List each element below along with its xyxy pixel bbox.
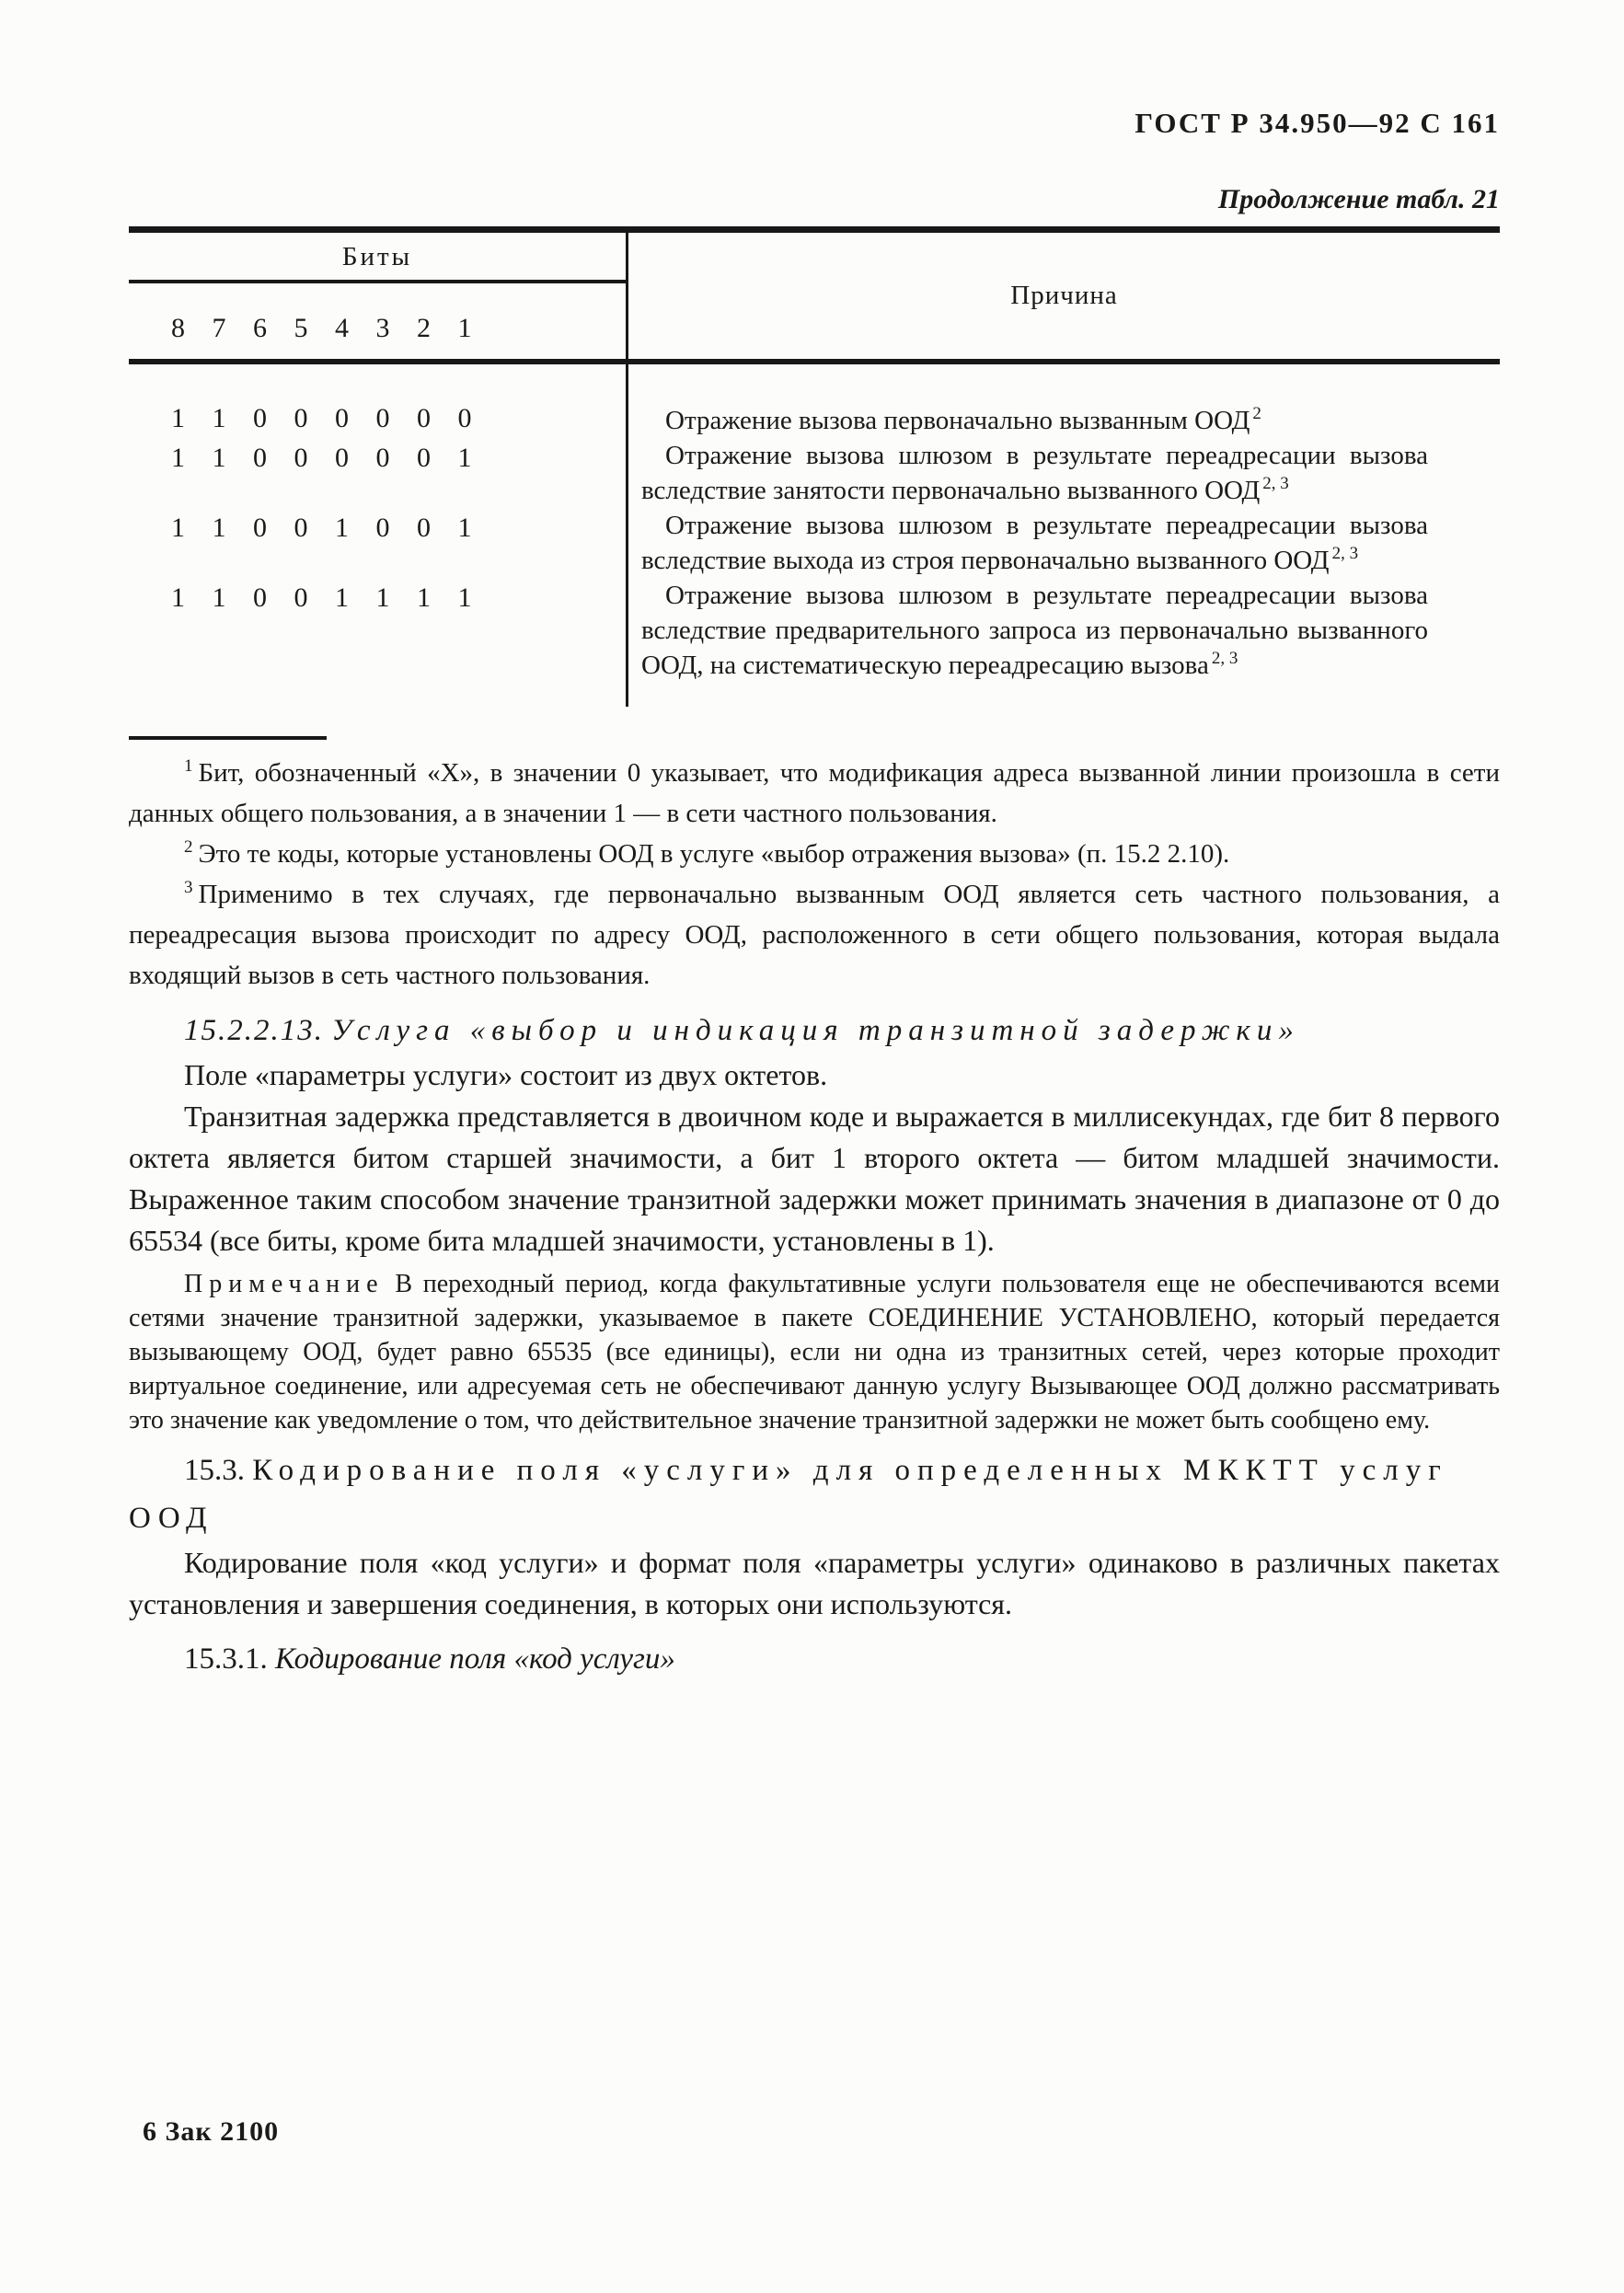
cause-footnote-ref: 2, 3	[1331, 544, 1359, 564]
cause-text	[628, 364, 1500, 438]
footnote-1	[129, 753, 1500, 834]
footnote-marker: 3	[184, 878, 193, 898]
cause-body: Отражение вызова шлюзом в результате переадресации вызова вследствие занятости первоначально вызванного ООД	[641, 441, 1428, 505]
section-number: 15.2.2.13.	[184, 1014, 324, 1047]
footnote-2	[129, 834, 1500, 874]
table-continuation-caption: Продолжение табл. 21	[1217, 184, 1500, 214]
note-label: Примечание	[184, 1270, 385, 1298]
footnote-marker: 1	[184, 756, 193, 777]
section-number: 15.3.1.	[184, 1642, 268, 1676]
footnote-text: Это те коды, которые установлены ООД в услуге «выбор отражения вызова» (п. 15.2 2.10).	[198, 839, 1230, 869]
cause-column-header: Причина	[1010, 281, 1118, 310]
cause-footnote-ref: 2	[1252, 404, 1261, 424]
bits-cause-table	[129, 226, 1500, 707]
footnote-text: Бит, обозначенный «X», в значении 0 указывает, что модификация адреса вызванной линии произошла в сети данных общего пользования, а в значении 1 — в сети частного пользования.	[129, 758, 1500, 828]
section-heading-15-3-1	[129, 1638, 1500, 1680]
footnote-text: Применимо в тех случаях, где первоначально вызванным ООД является сеть частного пользования, а переадресация вызова происходит по адресу ООД, расположенного в сети общего пользования, которая выдала входящий вызов в сеть частного пользования.	[129, 880, 1500, 990]
paragraph-transit-delay: Транзитная задержка представляется в двоичном коде и выражается в миллисекундах, где бит 8 первого октета является битом старшей значимости, а бит 1 второго октета — битом младшей значимости. Выраженное таким способом значение транзитной задержки может принимать значения в диапазоне от 0 до 65534 (все биты, кроме бита младшей значимости, установлены в 1).	[129, 1100, 1500, 1257]
section-heading-15-2-2-13	[129, 1007, 1500, 1054]
table-row	[129, 438, 1500, 508]
bits-header-wrap	[129, 233, 626, 283]
table-row	[129, 578, 1500, 707]
bits-value: 1 1 0 0 1 1 1 1	[129, 578, 628, 707]
footnote-marker: 2	[184, 837, 193, 858]
cause-footnote-ref: 2, 3	[1211, 649, 1238, 669]
bits-value: 1 1 0 0 0 0 0 1	[129, 438, 628, 508]
page-header-standard-number: ГОСТ Р 34.950—92 С 161	[1134, 107, 1500, 139]
note-paragraph	[129, 1267, 1500, 1437]
table-header-bits-cell	[129, 233, 628, 359]
cause-body: Отражение вызова первоначально вызванным ООД	[665, 406, 1250, 435]
section-title: Кодирование поля «услуги» для определенных МККТТ услуг ООД	[129, 1454, 1448, 1535]
table-header-cause-cell	[628, 233, 1500, 359]
section-heading-15-3	[129, 1446, 1500, 1542]
section-number: 15.3.	[184, 1454, 245, 1487]
note-text: В переходный период, когда факультативные услуги пользователя еще не обеспечиваются всеми сетями значение транзитной задержки, указываемое в пакете СОЕДИНЕНИЕ УСТАНОВЛЕНО, который передается вызывающему ООД, будет равно 65535 (все единицы), если ни одна из транзитных сетей, через которые проходит виртуальное соединение, или адресуемая сеть не обеспечивают данную услугу Вызывающее ООД должно рассматривать это значение как уведомление о том, что действительное значение транзитной задержки не может быть сообщено ему.	[129, 1270, 1501, 1435]
cause-footnote-ref: 2, 3	[1262, 474, 1289, 494]
bits-value: 1 1 0 0 1 0 0 1	[129, 508, 628, 578]
paragraph-octets: Поле «параметры услуги» состоит из двух октетов.	[184, 1058, 828, 1091]
section-title: Услуга «выбор и индикация транзитной задержки»	[331, 1014, 1300, 1047]
footnote-3	[129, 874, 1500, 996]
table-body	[129, 364, 1500, 707]
table-row	[129, 508, 1500, 578]
paragraph-coding: Кодирование поля «код услуги» и формат поля «параметры услуги» одинаково в различных пакетах установления и завершения соединения, в которых они используются.	[129, 1546, 1500, 1620]
table-header-row	[129, 233, 1500, 364]
bits-value: 1 1 0 0 0 0 0 0	[129, 364, 628, 438]
bit-position-numbers: 8 7 6 5 4 3 2 1	[171, 313, 482, 343]
footnote-divider	[129, 736, 327, 740]
cause-text	[628, 438, 1500, 508]
cause-text	[628, 508, 1500, 578]
cause-body: Отражение вызова шлюзом в результате переадресации вызова вследствие предварительного запроса из первоначально вызванного ООД, на систематическую переадресацию вызова	[641, 581, 1428, 680]
table-row	[129, 364, 1500, 438]
bits-column-header: Биты	[341, 242, 413, 271]
cause-body: Отражение вызова шлюзом в результате переадресации вызова вследствие выхода из строя первоначально вызванного ООД	[641, 511, 1428, 575]
cause-text	[628, 578, 1500, 707]
print-run-footer: 6 Зак 2100	[143, 2116, 280, 2147]
footnotes-block	[129, 753, 1500, 996]
section-title: Кодирование поля «код услуги»	[275, 1642, 675, 1676]
